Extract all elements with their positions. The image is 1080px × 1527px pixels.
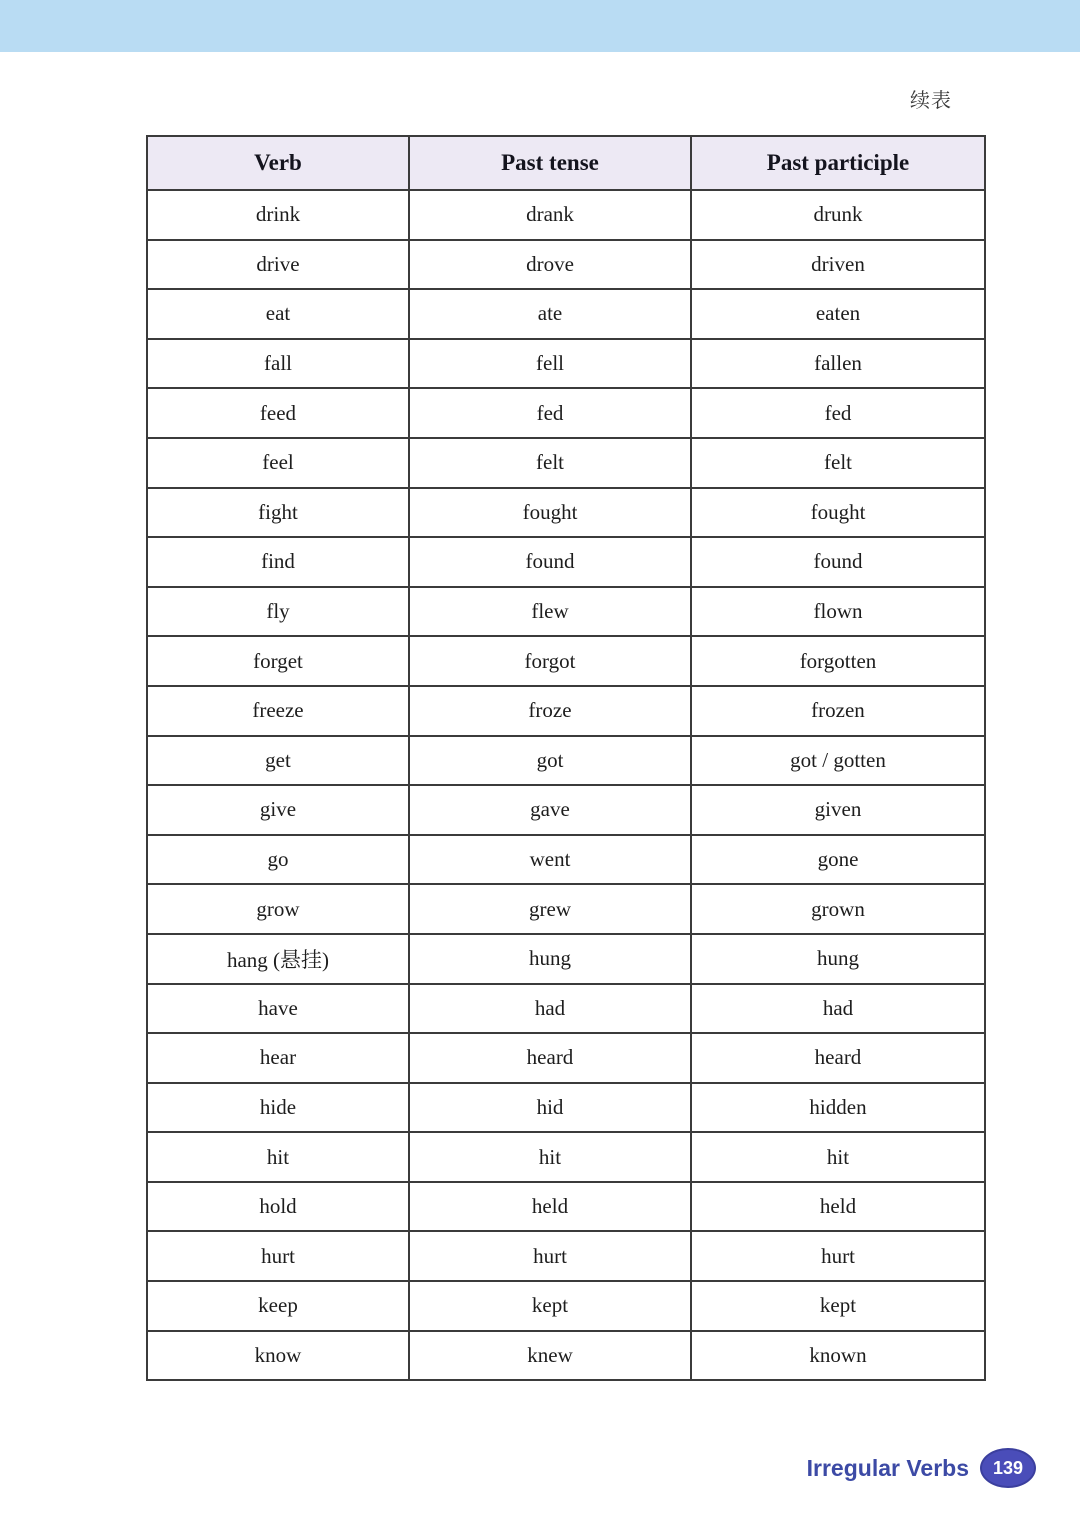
table-cell: grow <box>147 884 409 934</box>
table-row <box>147 339 985 389</box>
table-cell: kept <box>409 1281 691 1331</box>
table-row <box>147 289 985 339</box>
table-cell: went <box>409 835 691 885</box>
table-row <box>147 388 985 438</box>
table-cell: hurt <box>409 1231 691 1281</box>
table-cell: knew <box>409 1331 691 1381</box>
table-row <box>147 686 985 736</box>
table-cell: forget <box>147 636 409 686</box>
table-cell: hit <box>147 1132 409 1182</box>
table-cell: gone <box>691 835 985 885</box>
table-row <box>147 884 985 934</box>
table-cell: felt <box>409 438 691 488</box>
table-row <box>147 1182 985 1232</box>
table-cell: freeze <box>147 686 409 736</box>
table-cell: flown <box>691 587 985 637</box>
table-cell: hit <box>409 1132 691 1182</box>
table-cell: kept <box>691 1281 985 1331</box>
table-cell: hear <box>147 1033 409 1083</box>
table-cell: feel <box>147 438 409 488</box>
table-cell: hung <box>409 934 691 984</box>
table-cell: drove <box>409 240 691 290</box>
table-cell: flew <box>409 587 691 637</box>
table-cell: fly <box>147 587 409 637</box>
table-row <box>147 1281 985 1331</box>
table-cell: got <box>409 736 691 786</box>
table-cell: had <box>409 984 691 1034</box>
table-cell: know <box>147 1331 409 1381</box>
table-row <box>147 240 985 290</box>
column-header-verb: Verb <box>147 136 409 190</box>
table-row <box>147 587 985 637</box>
table-cell: grew <box>409 884 691 934</box>
table-cell: ate <box>409 289 691 339</box>
table-cell: drank <box>409 190 691 240</box>
page-footer <box>0 1448 1036 1488</box>
table-cell: get <box>147 736 409 786</box>
column-header-past-participle: Past participle <box>691 136 985 190</box>
table-cell: had <box>691 984 985 1034</box>
column-header-past-tense: Past tense <box>409 136 691 190</box>
table-cell: hit <box>691 1132 985 1182</box>
table-row <box>147 785 985 835</box>
table-cell: hung <box>691 934 985 984</box>
table-cell: heard <box>691 1033 985 1083</box>
table-cell: fed <box>691 388 985 438</box>
table-cell: got / gotten <box>691 736 985 786</box>
table-row <box>147 636 985 686</box>
table-cell: find <box>147 537 409 587</box>
table-cell: hid <box>409 1083 691 1133</box>
table-cell: heard <box>409 1033 691 1083</box>
page-number-badge: 139 <box>980 1448 1036 1488</box>
table-cell: found <box>409 537 691 587</box>
table-cell: drink <box>147 190 409 240</box>
table-cell: drunk <box>691 190 985 240</box>
table-cell: hurt <box>147 1231 409 1281</box>
table-row <box>147 835 985 885</box>
footer-section-title: Irregular Verbs <box>806 1454 969 1481</box>
table-row <box>147 1231 985 1281</box>
table-cell: fight <box>147 488 409 538</box>
table-cell: found <box>691 537 985 587</box>
table-cell: fed <box>409 388 691 438</box>
table-cell: fell <box>409 339 691 389</box>
table-cell: held <box>691 1182 985 1232</box>
table-row <box>147 537 985 587</box>
table-cell: hide <box>147 1083 409 1133</box>
table-cell: eat <box>147 289 409 339</box>
table-cell: hold <box>147 1182 409 1232</box>
table-cell: forgot <box>409 636 691 686</box>
table-row <box>147 1033 985 1083</box>
table-cell: have <box>147 984 409 1034</box>
table-row <box>147 1331 985 1381</box>
table-row <box>147 934 985 984</box>
table-header <box>147 136 985 190</box>
table-cell: fought <box>409 488 691 538</box>
table-cell: hang (悬挂) <box>147 934 409 984</box>
table-cell: felt <box>691 438 985 488</box>
top-decorative-band <box>0 0 1080 52</box>
table-row <box>147 984 985 1034</box>
table-cell: hidden <box>691 1083 985 1133</box>
table-cell: grown <box>691 884 985 934</box>
table-cell: held <box>409 1182 691 1232</box>
table-cell: forgotten <box>691 636 985 686</box>
table-cell: driven <box>691 240 985 290</box>
table-cell: drive <box>147 240 409 290</box>
table-cell: frozen <box>691 686 985 736</box>
table-cell: known <box>691 1331 985 1381</box>
table-cell: fallen <box>691 339 985 389</box>
table-cell: keep <box>147 1281 409 1331</box>
table-cell: gave <box>409 785 691 835</box>
table-row <box>147 488 985 538</box>
table-cell: go <box>147 835 409 885</box>
table-cell: given <box>691 785 985 835</box>
table-cell: give <box>147 785 409 835</box>
table-header-row <box>147 136 985 190</box>
table-cell: fall <box>147 339 409 389</box>
irregular-verbs-table <box>146 135 986 1381</box>
table-continued-label: 续表 <box>910 90 952 112</box>
table-row <box>147 736 985 786</box>
table-row <box>147 190 985 240</box>
table-cell: fought <box>691 488 985 538</box>
table-row <box>147 438 985 488</box>
verb-table-body <box>147 190 985 1380</box>
table-cell: eaten <box>691 289 985 339</box>
table-cell: hurt <box>691 1231 985 1281</box>
table-cell: froze <box>409 686 691 736</box>
table-row <box>147 1083 985 1133</box>
table-row <box>147 1132 985 1182</box>
table-cell: feed <box>147 388 409 438</box>
